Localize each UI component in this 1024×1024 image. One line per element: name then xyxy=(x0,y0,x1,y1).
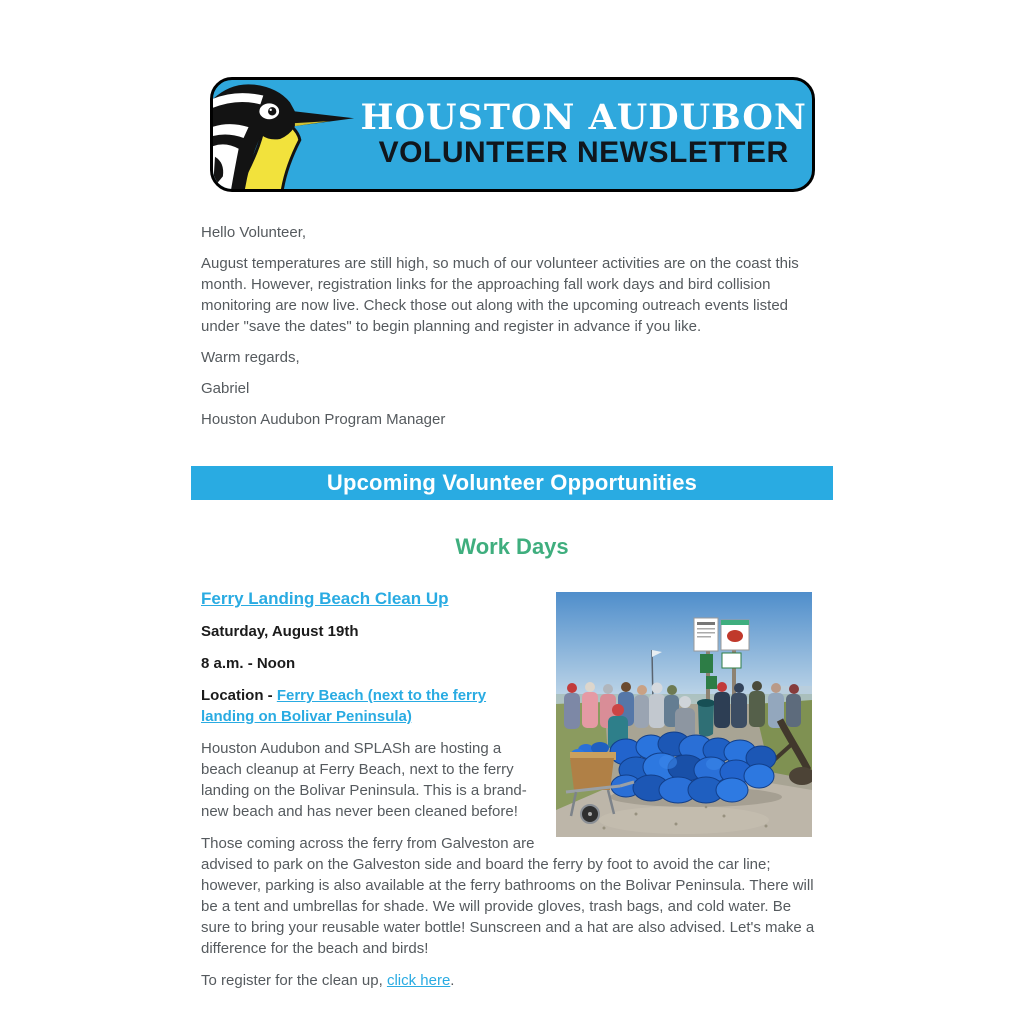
event-photo xyxy=(556,592,812,837)
event-title-link[interactable]: Ferry Landing Beach Clean Up xyxy=(201,589,449,608)
intro-section xyxy=(191,222,833,430)
intro-paragraph: August temperatures are still high, so much of our volunteer activities are on the coast this month. However, registration links for the approaching fall work days and bird collision monitoring are now live. Check those out along with the upcoming outreach events listed under "save the dates" to begin planning and register in advance if you like. xyxy=(201,255,799,335)
register-text xyxy=(201,970,823,991)
logo-subtitle: VOLUNTEER NEWSLETTER xyxy=(378,136,789,170)
section-banner xyxy=(191,466,833,500)
section-banner-title: Upcoming Volunteer Opportunities xyxy=(326,470,698,495)
event-date: Saturday, August 19th xyxy=(201,623,359,640)
work-days-heading: Work Days xyxy=(455,534,569,559)
event-ferry-landing-cleanup xyxy=(191,588,833,1002)
logo-text-block xyxy=(361,80,815,189)
event-time: 8 a.m. - Noon xyxy=(201,655,296,672)
event-details: Those coming across the ferry from Galveston are advised to park on the Galveston side and board the ferry by foot to avoid the car line; however, parking is also available at the ferry bathrooms on the Bolivar Peninsula. There will be a tent and umbrellas for shade. We will provide gloves, trash bags, and cold water. Be sure to bring your reusable water bottle! Sunscreen and a hat are also advised. Let's make a difference for the beach and birds! xyxy=(201,835,815,957)
signoff-text: Warm regards, xyxy=(201,349,300,366)
event-description: Houston Audubon and SPLASh are hosting a beach cleanup at Ferry Beach, next to the ferry landing on the Bolivar Peninsula. This is a brand-new beach and has never been cleaned before! xyxy=(201,740,527,820)
logo-title: HOUSTON AUDUBON xyxy=(360,97,807,139)
warbler-bird-icon xyxy=(213,80,361,189)
signature-title: Houston Audubon Program Manager xyxy=(201,411,446,428)
newsletter-body xyxy=(191,0,833,1002)
register-prefix: To register for the clean up, xyxy=(201,972,387,989)
register-suffix: . xyxy=(450,972,455,989)
location-link[interactable]: Ferry Beach (next to the ferry landing on Bolivar Peninsula) xyxy=(201,687,487,725)
location-label: Location - xyxy=(201,687,277,704)
newsletter-logo xyxy=(210,77,815,192)
register-link[interactable]: click here xyxy=(386,972,451,989)
greeting-text: Hello Volunteer, xyxy=(201,224,307,241)
signature-name: Gabriel xyxy=(201,380,250,397)
